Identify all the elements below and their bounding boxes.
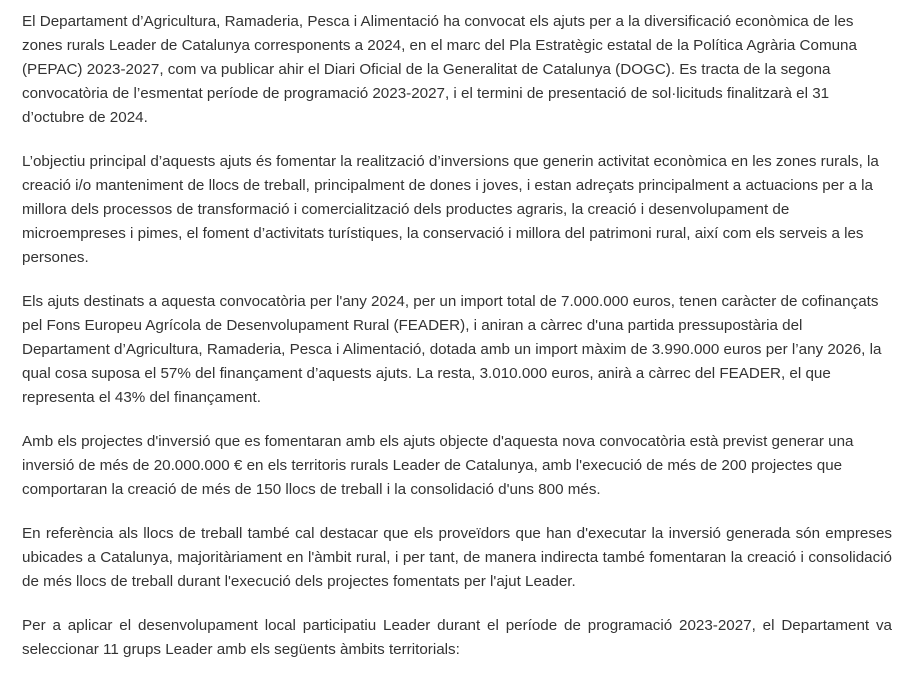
article-body [22,10,892,682]
paragraph-grups-leader: Per a aplicar el desenvolupament local participatiu Leader durant el període de programació 2023-2027, el Departament va seleccionar 11 grups Leader amb els següents àmbits territorials: [22,617,892,658]
paragraph-llocs-treball: En referència als llocs de treball també cal destacar que els proveïdors que han d'executar la inversió generada són empreses ubicades a Catalunya, majoritàriament en l'àmbit rural, i per tant, de manera indirecta també fomentaran la creació i consolidació de més llocs de treball durant l'execució dels projectes fomentats per l'ajut Leader. [22,525,892,590]
paragraph-inversio: Amb els projectes d'inversió que es fomentaran amb els ajuts objecte d'aquesta nova convocatòria està previst generar una inversió de més de 20.000.000 € en els territoris rurals Leader de Catalunya, amb l'execució de més de 200 projectes que comportaran la creació de més de 150 llocs de treball i la consolidació d'uns 800 més. [22,433,854,498]
paragraph-objectiu: L’objectiu principal d’aquests ajuts és fomentar la realització d’inversions que generin activitat econòmica en les zones rurals, la creació i/o manteniment de llocs de treball, principalment de dones i joves, i estan adreçats principalment a actuacions per a la millora dels processos de transformació i comercialització dels productes agraris, la creació i desenvolupament de microempreses i pimes, el foment d’activitats turístiques, la conservació i millora del patrimoni rural, així com els serveis a les persones. [22,153,879,266]
paragraph-import: Els ajuts destinats a aquesta convocatòria per l'any 2024, per un import total de 7.000.000 euros, tenen caràcter de cofinançats pel Fons Europeu Agrícola de Desenvolupament Rural (FEADER), i aniran a càrrec d'una partida pressupostària del Departament d’Agricultura, Ramaderia, Pesca i Alimentació, dotada amb un import màxim de 3.990.000 euros per l’any 2026, la qual cosa suposa el 57% del finançament d’aquests ajuts. La resta, 3.010.000 euros, anirà a càrrec del FEADER, el que representa el 43% del finançament. [22,293,882,406]
paragraph-convocatoria: El Departament d’Agricultura, Ramaderia, Pesca i Alimentació ha convocat els ajuts per a la diversificació econòmica de les zones rurals Leader de Catalunya corresponents a 2024, en el marc del Pla Estratègic estatal de la Política Agrària Comuna (PEPAC) 2023-2027, com va publicar ahir el Diari Oficial de la Generalitat de Catalunya (DOGC). Es tracta de la segona convocatòria de l’esmentat període de programació 2023-2027, i el termini de presentació de sol·licituds finalitzarà el 31 d’octubre de 2024. [22,13,857,126]
